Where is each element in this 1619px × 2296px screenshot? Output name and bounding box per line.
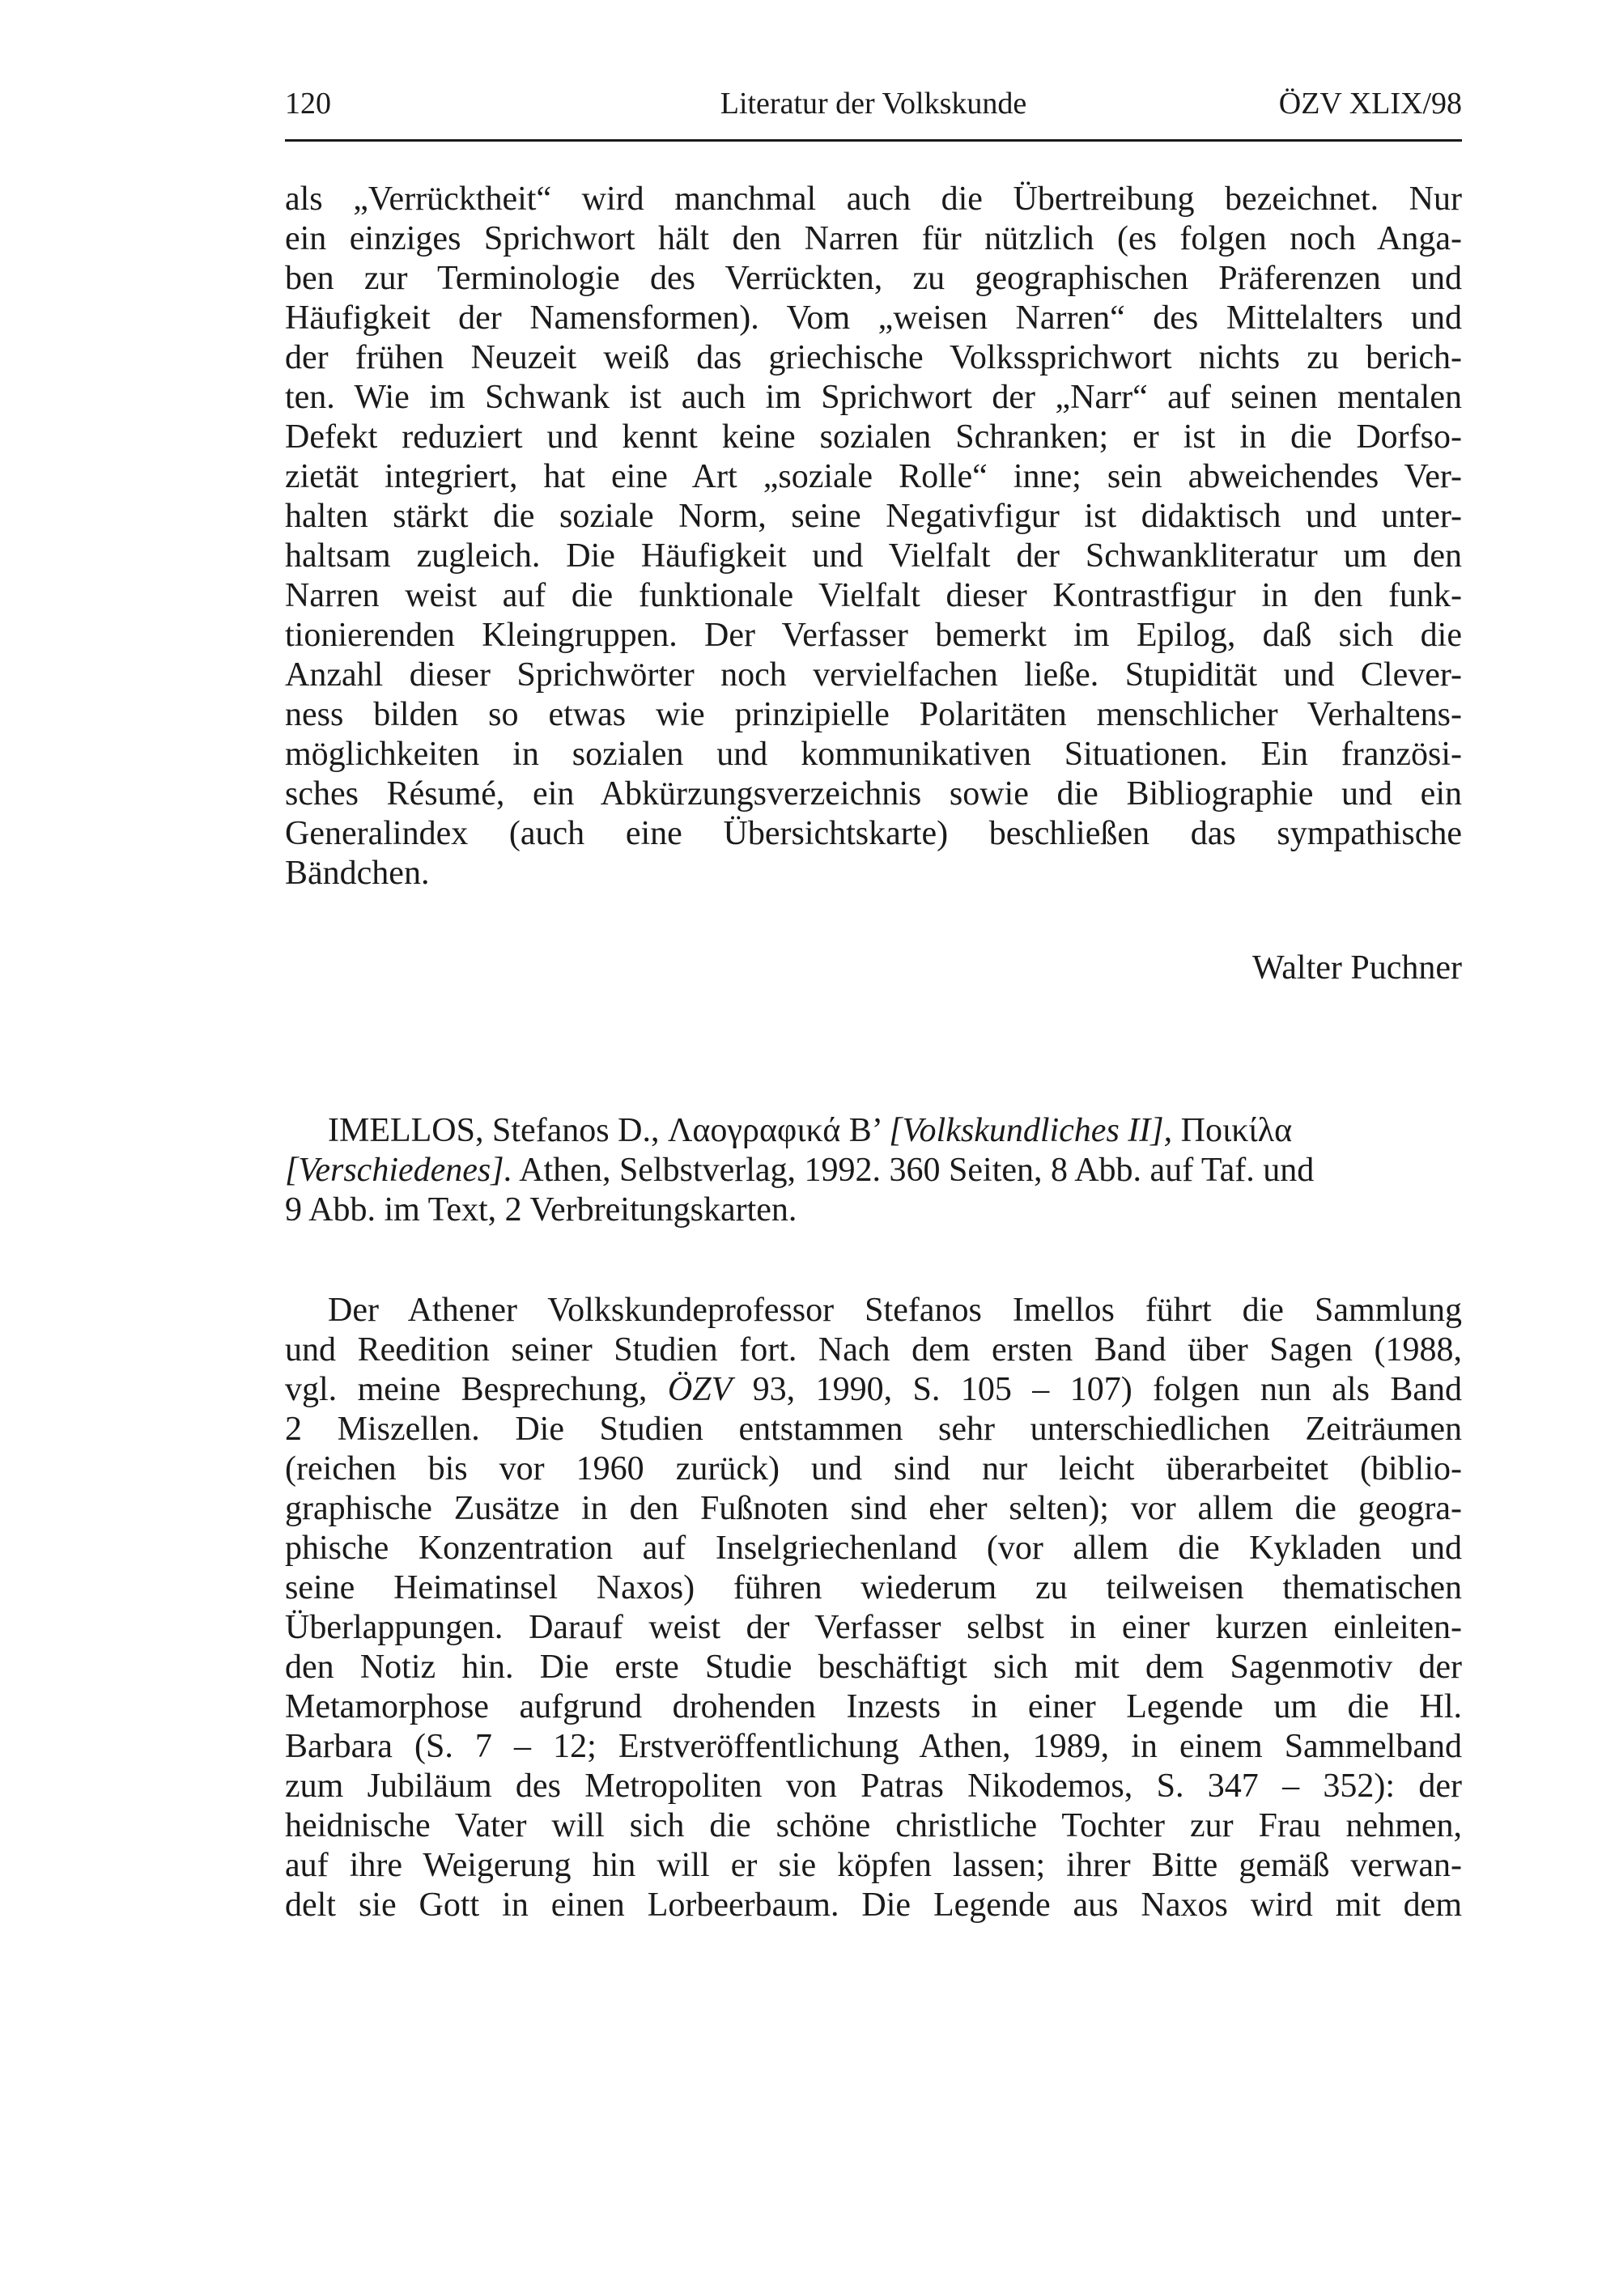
text-line: ben zur Terminologie des Verrückten, zu geographischen Präferenzen und bbox=[285, 260, 1462, 297]
text-line: zietät integriert, hat eine Art „soziale Rolle“ inne; sein abweichendes Ver- bbox=[285, 458, 1462, 495]
text-line: Barbara (S. 7 – 12; Erstveröffentlichung Athen, 1989, in einem Sammelband bbox=[285, 1728, 1462, 1765]
text-line: zum Jubiläum des Metropoliten von Patras Nikodemos, S. 347 – 352): der bbox=[285, 1768, 1462, 1805]
citation-author: IMELLOS, Stefanos D., bbox=[328, 1112, 660, 1149]
text-line: möglichkeiten in sozialen und kommunikativen Situationen. Ein französi- bbox=[285, 736, 1462, 773]
text-line: heidnische Vater will sich die schöne christliche Tochter zur Frau nehmen, bbox=[285, 1807, 1462, 1844]
text-line: Überlappungen. Darauf weist der Verfasser selbst in einer kurzen einleiten- bbox=[285, 1609, 1462, 1646]
text-fragment: vgl. meine Besprechung, bbox=[285, 1371, 648, 1408]
review-continuation bbox=[285, 180, 1462, 893]
review-text bbox=[285, 1291, 1462, 1925]
text-line: seine Heimatinsel Naxos) führen wiederum zu teilweisen thematischen bbox=[285, 1569, 1462, 1606]
text-fragment: 93, 1990, S. 105 – 107) folgen nun als Band bbox=[752, 1371, 1463, 1408]
text-line: auf ihre Weigerung hin will er sie köpfen lassen; ihrer Bitte gemäß verwan- bbox=[285, 1847, 1462, 1884]
text-line: Narren weist auf die funktionale Vielfalt dieser Kontrastfigur in den funk- bbox=[285, 577, 1462, 614]
journal-abbreviation: ÖZV bbox=[667, 1371, 733, 1408]
text-line: Bändchen. bbox=[285, 855, 430, 892]
bibliographic-citation bbox=[285, 1111, 1462, 1230]
text-line bbox=[285, 1370, 1462, 1410]
journal-issue: ÖZV XLIX/98 bbox=[1278, 87, 1462, 121]
text-line: haltsam zugleich. Die Häufigkeit und Vielfalt der Schwankliteratur um den bbox=[285, 537, 1462, 575]
citation-line bbox=[285, 1151, 1462, 1190]
text-line: Häufigkeit der Namensformen). Vom „weisen Narren“ des Mittelalters und bbox=[285, 299, 1462, 337]
running-head bbox=[285, 81, 1462, 126]
citation-greek-title: Λαογραφικά Β’ bbox=[667, 1112, 881, 1149]
text-line: ein einziges Sprichwort hält den Narren für nützlich (es folgen noch Anga- bbox=[285, 220, 1462, 257]
text-line: halten stärkt die soziale Norm, seine Negativfigur ist didaktisch und unter- bbox=[285, 498, 1462, 535]
text-line: delt sie Gott in einen Lorbeerbaum. Die Legende aus Naxos wird mit dem bbox=[285, 1886, 1462, 1924]
text-line: Anzahl dieser Sprichwörter noch vervielfachen ließe. Stupidität und Clever- bbox=[285, 656, 1462, 694]
text-line: tionierenden Kleingruppen. Der Verfasser bemerkt im Epilog, daß sich die bbox=[285, 617, 1462, 654]
citation-line bbox=[328, 1111, 1462, 1151]
text-line: phische Konzentration auf Inselgriechenland (vor allem die Kykladen und bbox=[285, 1530, 1462, 1567]
header-rule bbox=[285, 139, 1462, 142]
text-line: den Notiz hin. Die erste Studie beschäftigt sich mit dem Sagenmotiv der bbox=[285, 1649, 1462, 1686]
text-line: der frühen Neuzeit weiß das griechische Volkssprichwort nichts zu berich- bbox=[285, 339, 1462, 376]
citation-german-title: [Volkskundliches II], bbox=[889, 1112, 1173, 1149]
text-line: graphische Zusätze in den Fußnoten sind eher selten); vor allem die geogra- bbox=[285, 1490, 1462, 1527]
text-line: als „Verrücktheit“ wird manchmal auch die Übertreibung bezeichnet. Nur bbox=[285, 180, 1462, 218]
text-line: Der Athener Volkskundeprofessor Stefanos Imellos führt die Sammlung bbox=[328, 1292, 1462, 1329]
text-line: 2 Miszellen. Die Studien entstammen sehr unterschiedlichen Zeiträumen bbox=[285, 1411, 1462, 1448]
text-line: Metamorphose aufgrund drohenden Inzests in einer Legende um die Hl. bbox=[285, 1688, 1462, 1725]
text-line: sches Résumé, ein Abkürzungsverzeichnis sowie die Bibliographie und ein bbox=[285, 775, 1462, 813]
page-number: 120 bbox=[285, 87, 331, 121]
citation-publication: Athen, Selbstverlag, 1992. 360 Seiten, 8 Abb. auf Taf. und bbox=[519, 1152, 1315, 1189]
reviewer-signature: Walter Puchner bbox=[1251, 949, 1462, 987]
text-line: Generalindex (auch eine Übersichtskarte) beschließen das sympathische bbox=[285, 815, 1462, 852]
text-line: (reichen bis vor 1960 zurück) und sind nur leicht überarbeitet (biblio- bbox=[285, 1450, 1462, 1488]
citation-greek-subtitle: Ποικίλα bbox=[1180, 1112, 1293, 1149]
citation-line: 9 Abb. im Text, 2 Verbreitungskarten. bbox=[285, 1191, 797, 1229]
text-line: ness bilden so etwas wie prinzipielle Polaritäten menschlicher Verhaltens- bbox=[285, 696, 1462, 733]
citation-german-subtitle: [Verschiedenes]. bbox=[285, 1152, 513, 1189]
text-line: und Reedition seiner Studien fort. Nach dem ersten Band über Sagen (1988, bbox=[285, 1331, 1462, 1369]
running-title: Literatur der Volkskunde bbox=[720, 87, 1027, 121]
text-line: Defekt reduziert und kennt keine sozialen Schranken; er ist in die Dorfso- bbox=[285, 418, 1462, 456]
text-line: ten. Wie im Schwank ist auch im Sprichwort der „Narr“ auf seinen mentalen bbox=[285, 379, 1462, 416]
